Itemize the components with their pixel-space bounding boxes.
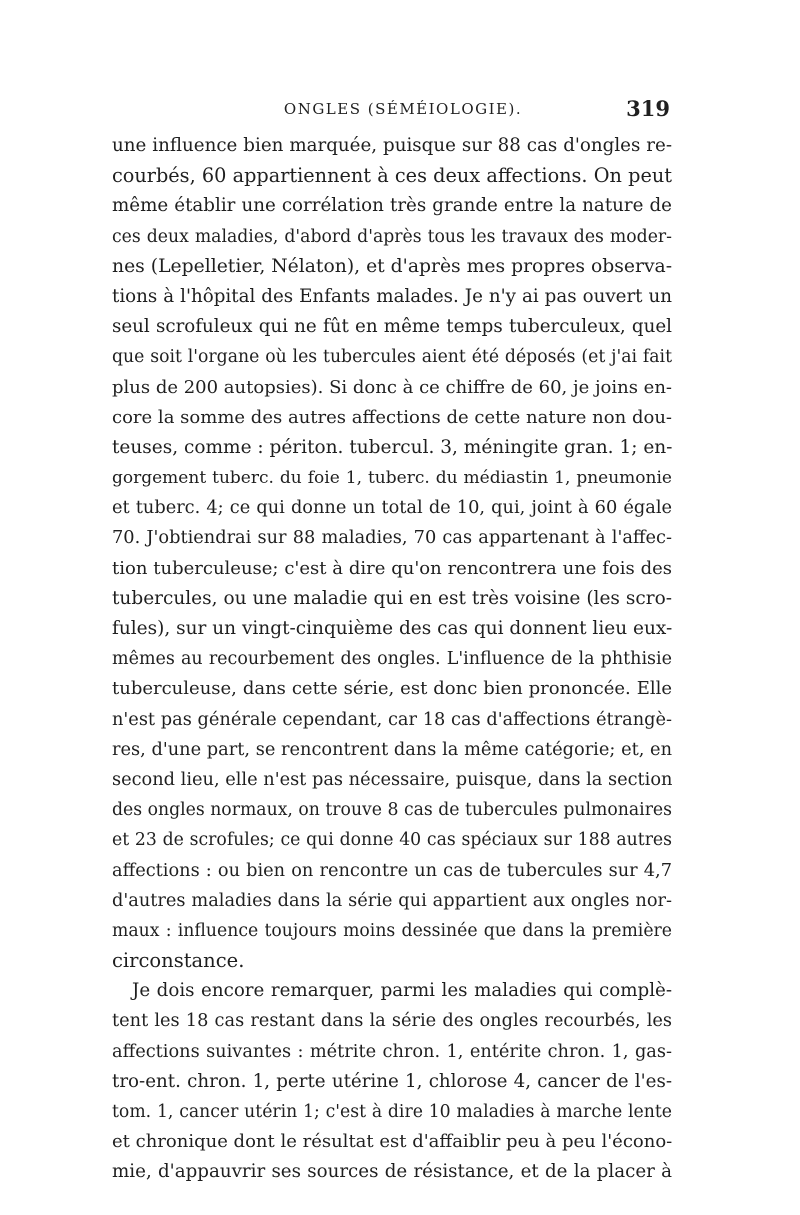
page-header (136, 96, 670, 126)
text-line: tent les 18 cas restant dans la série des ongles recourbés, les (112, 1011, 672, 1032)
text-line: que soit l'organe où les tubercules aient été déposés (et j'ai fait (112, 347, 672, 368)
text-line: mie, d'appauvrir ses sources de résistance, et de la placer à (112, 1161, 672, 1183)
text-line: d'autres maladies dans la série qui appartient aux ongles nor- (112, 890, 672, 911)
text-line: et tuberc. 4; ce qui donne un total de 10, qui, joint à 60 égale (112, 498, 672, 519)
text-line: teuses, comme : périton. tubercul. 3, méningite gran. 1; en- (112, 436, 673, 458)
text-line: fules), sur un vingt-cinquième des cas qui donnent lieu eux- (112, 618, 673, 639)
text-line: circonstance. (112, 949, 245, 973)
text-line: Je dois encore remarquer, parmi les maladies qui complè- (132, 980, 672, 1002)
text-line: une influence bien marquée, puisque sur 88 cas d'ongles re- (112, 135, 672, 156)
text-line: tro-ent. chron. 1, perte utérine 1, chlorose 4, cancer de l'es- (112, 1070, 672, 1092)
text-line: tion tuberculeuse; c'est à dire qu'on rencontrera une fois des (112, 557, 672, 579)
text-line: affections suivantes : métrite chron. 1, entérite chron. 1, gas- (112, 1041, 672, 1062)
text-line: seul scrofuleux qui ne fût en même temps tuberculeux, quel (112, 316, 672, 338)
text-line: second lieu, elle n'est pas nécessaire, puisque, dans la section (112, 769, 673, 790)
text-line: et chronique dont le résultat est d'affaiblir peu à peu l'écono- (112, 1131, 673, 1153)
text-line: mêmes au recourbement des ongles. L'influence de la phthisie (112, 649, 672, 670)
text-line: courbés, 60 appartiennent à ces deux affections. On peut (112, 164, 672, 188)
text-line: ces deux maladies, d'abord d'après tous les travaux des moder- (112, 226, 672, 247)
text-line: tions à l'hôpital des Enfants malades. Je n'y ai pas ouvert un (112, 285, 672, 307)
text-line: n'est pas générale cependant, car 18 cas d'affections étrangè- (112, 709, 672, 730)
text-line: maux : influence toujours moins dessinée que dans la première (112, 920, 672, 941)
text-line: affections : ou bien on rencontre un cas de tubercules sur 4,7 (112, 860, 672, 881)
text-line: nes (Lepelletier, Nélaton), et d'après mes propres observa- (112, 255, 673, 277)
text-line: 70. J'obtiendrai sur 88 maladies, 70 cas appartenant à l'affec- (112, 528, 672, 549)
page-number: 319 (626, 96, 670, 121)
running-head: ONGLES (SÉMÉIOLOGIE). (283, 100, 523, 118)
text-line: gorgement tuberc. du foie 1, tuberc. du médiastin 1, pneumonie (112, 468, 672, 489)
text-line: même établir une corrélation très grande entre la nature de (112, 195, 672, 217)
text-line: tom. 1, cancer utérin 1; c'est à dire 10 maladies à marche lente (112, 1102, 672, 1122)
text-line: et 23 de scrofules; ce qui donne 40 cas spéciaux sur 188 autres (112, 830, 672, 851)
text-line: res, d'une part, se rencontrent dans la même catégorie; et, en (112, 739, 672, 760)
text-line: core la somme des autres affections de cette nature non dou- (112, 406, 672, 428)
text-line: tubercules, ou une maladie qui en est très voisine (les scro- (112, 587, 672, 609)
body-text (112, 131, 672, 1188)
text-line: tuberculeuse, dans cette série, est donc bien prononcée. Elle (112, 678, 672, 700)
text-line: plus de 200 autopsies). Si donc à ce chiffre de 60, je joins en- (112, 376, 672, 398)
text-line: des ongles normaux, on trouve 8 cas de tubercules pulmonaires (112, 800, 672, 821)
